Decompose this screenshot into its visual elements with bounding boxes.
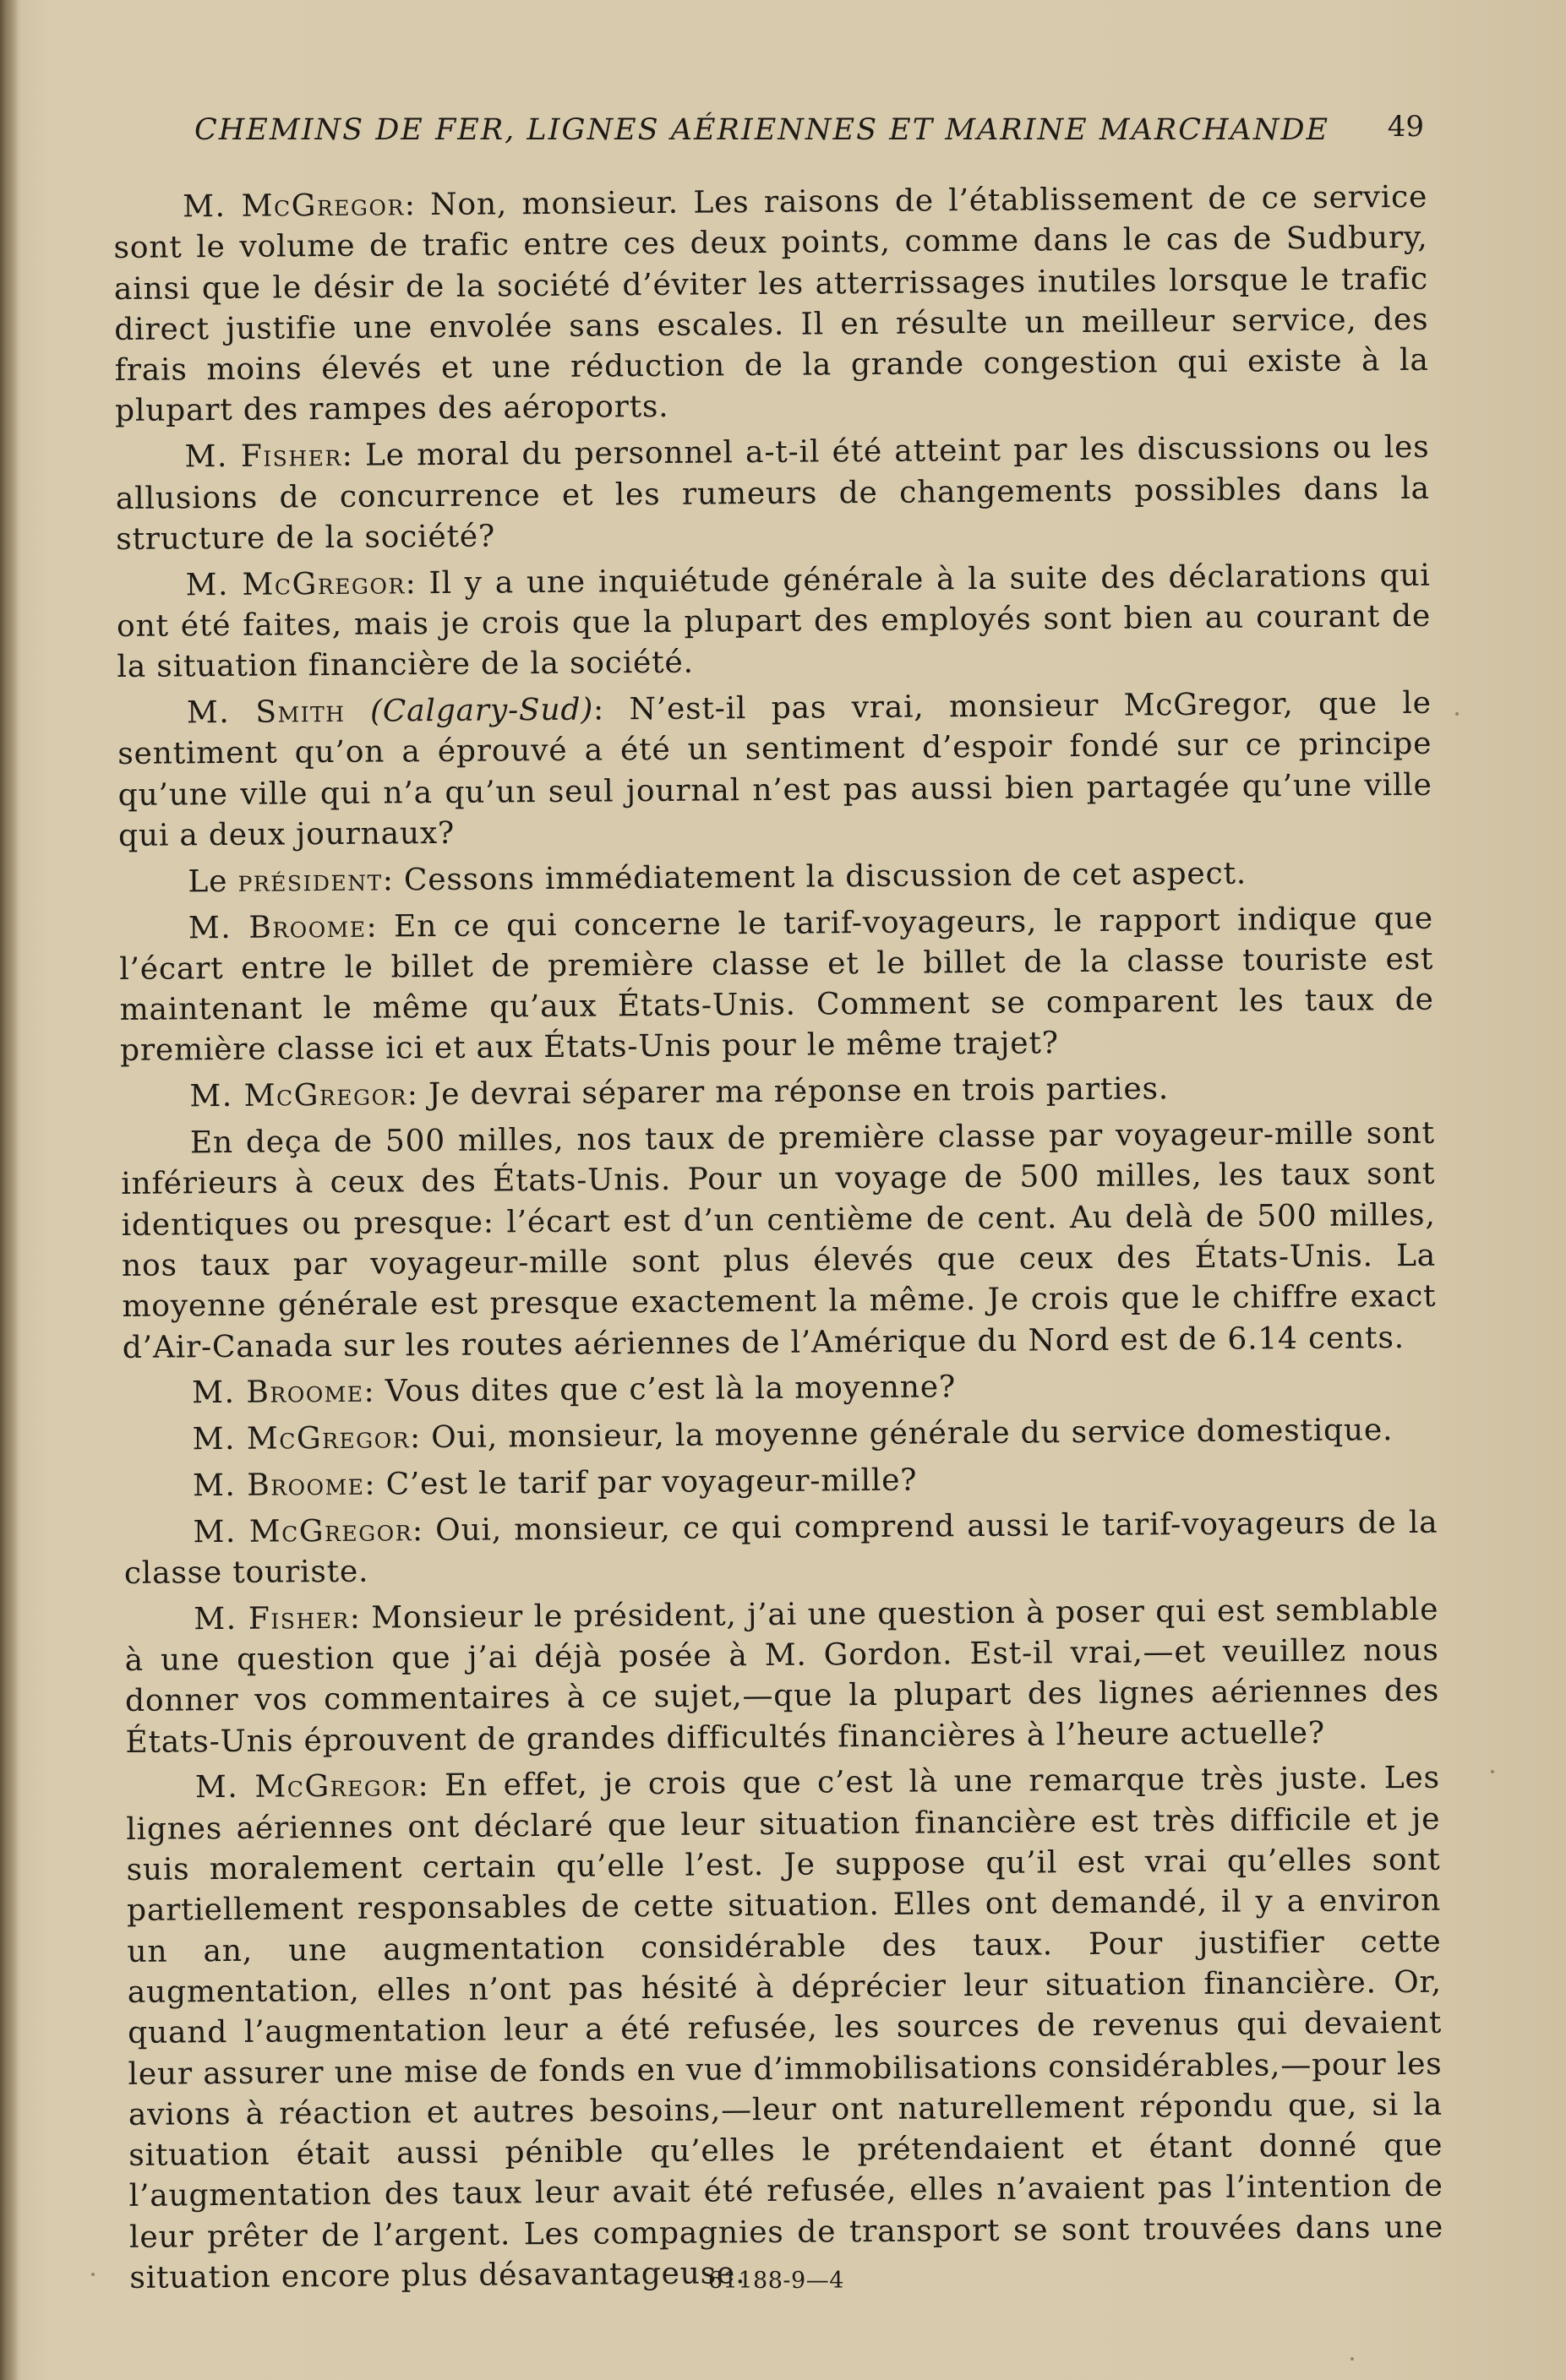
speaker-name: M. McGregor [183,188,405,225]
paper-speck [1491,1770,1494,1773]
speaker-name: M. Smith [186,694,346,731]
paragraph-text: : C’est le tarif par voyageur-mille? [364,1462,918,1502]
speaker-name: M. Broome [192,1375,364,1411]
speaker-name: M. Fisher [194,1600,350,1637]
paragraph-text: : Monsieur le président, j’ai une question à poser qui est semblable à une question que j’ai déjà posée à M. Gordon. Est-il vrai,—et veuillez nous donner vos commentaires à ce sujet,—que la plupart des lignes aériennes des États-Unis éprouvent de grandes difficultés financières à l’heure actuelle? [124,1592,1440,1760]
paragraph-text: : Oui, monsieur, ce qui comprend aussi le tarif-voyageurs de la classe touriste. [123,1505,1438,1591]
paragraph-text: : En ce qui concerne le tarif-voyageurs, le rapport indique que l’écart entre le billet de première classe et le billet de la classe touriste est maintenant le même qu’aux États-Unis. Comment se comparent les taux de première classe ici et aux États-Unis pour le même trajet? [119,901,1434,1069]
paragraph [117,555,1432,688]
paragraph [123,1457,1438,1508]
paragraph-text: : Le moral du personnel a-t-il été atteint par les discussions ou les allusions de concurrence et les rumeurs de changements possibles dans la structure de la société? [115,430,1431,557]
page-header [194,110,1424,161]
speaker-name: M. McGregor [192,1420,411,1457]
paragraph-text: : Non, monsieur. Les raisons de l’établissement de ce service sont le volume de trafic entre ces deux points, comme dans le cas de Sudbury, ainsi que le désir de la société d’éviter les atterrissages inutiles lorsque le trafic direct justifie une envolée sans escales. Il en résulte un meilleur service, des frais moins élevés et une réduction de la grande congestion qui existe à la plupart des rampes des aéroports. [113,179,1429,429]
speaker-name: M. Broome [188,909,367,945]
speaker-name: M. McGregor [189,1077,407,1114]
riding-name: (Calgary-Sud) [369,692,594,729]
paragraph [118,852,1432,904]
paragraph-text: : Il y a une inquiétude générale à la suite des déclarations qui ont été faites, mais je crois que la plupart des employés sont bien au courant de la situation financière de la société. [116,558,1432,685]
page-number: 49 [1387,110,1424,144]
paragraph [123,1502,1438,1594]
paragraph-text: : Cessons immédiatement la discussion de cet aspect. [382,856,1247,898]
paragraph [119,898,1434,1071]
running-head: CHEMINS DE FER, LIGNES AÉRIENNES ET MARINE MARCHANDE [194,113,1330,147]
paragraph [117,684,1432,857]
paragraph-text: : En effet, je crois que c’est là une remarque très juste. Les lignes aériennes ont déclaré que leur situation financière est très difficile et je suis moralement certain qu’elle l’est. Je suppose qu’il est vrai qu’elles sont partiellement responsables de cette situation. Elles ont demandé, il y a environ un an, une augmentation considérable des taux. Pour justifier cette augmentation, elles n’ont pas hésité à déprécier leur situation financière. Or, quand l’augmentation leur a été refusée, les sources de revenus qui devaient leur assurer une mise de fonds en vue d’immobilisations considérables,—pour les avions à réaction et autres besoins,—leur ont naturellement répondu que, si la situation était aussi pénible qu’elles le prétendaient et étant donné que l’augmentation des taux leur avait été refusée, elles n’avaient pas l’intention de leur prêter de l’argent. Les compagnies de transport se sont trouvées dans une situation encore plus désavantageuse. [126,1761,1444,2296]
speaker-name: M. McGregor [194,1768,418,1805]
speaker-name: M. McGregor [193,1512,413,1550]
paragraph [121,1114,1437,1369]
paragraph-text: : Oui, monsieur, la moyenne générale du service domestique. [409,1413,1394,1456]
paragraph [126,1758,1444,2299]
paragraph-text: : Je devrai séparer ma réponse en trois parties. [407,1071,1170,1113]
paragraph [120,1067,1434,1119]
speaker-name: M. Broome [192,1467,365,1504]
paragraph-text: : Vous dites que c’est là la moyenne? [363,1370,957,1410]
speaker-prefix: Le [188,863,238,900]
paper-speck [1350,2357,1354,2361]
binding-gutter-shadow [0,0,19,2380]
paragraph [113,177,1429,433]
paragraph [123,1410,1437,1462]
paper-speck [91,2273,95,2276]
speaker-name: président [237,863,383,899]
paragraph-text: : N’est-il pas vrai, monsieur McGregor, que le sentiment qu’on a éprouvé a été un sentiment d’espoir fondé sur ce principe qu’une ville qui n’a qu’un seul journal n’est pas aussi bien partagée qu’une ville qui a deux journaux? [117,685,1432,853]
speaker-name: M. Fisher [184,438,342,475]
paragraph-text: En deça de 500 milles, nos taux de première classe par voyageur-mille sont inférieurs à ceux des États-Unis. Pour un voyage de 500 milles, les taux sont identiques ou presque: l’écart est d’un centième de cent. Au delà de 500 milles, nos taux par voyageur-mille sont plus élevés que ceux des États-Unis. La moyenne générale est presque exactement la même. Je crois que le chiffre exact d’Air-Canada sur les routes aériennes de l’Amérique du Nord est de 6.14 cents. [121,1115,1437,1365]
speaker-name: M. McGregor [185,565,406,603]
paragraph [115,428,1430,560]
paper-speck [1455,712,1459,716]
paragraph [124,1590,1439,1763]
printer-signature: 61188-9—4 [708,2268,844,2294]
paragraph [123,1364,1437,1415]
